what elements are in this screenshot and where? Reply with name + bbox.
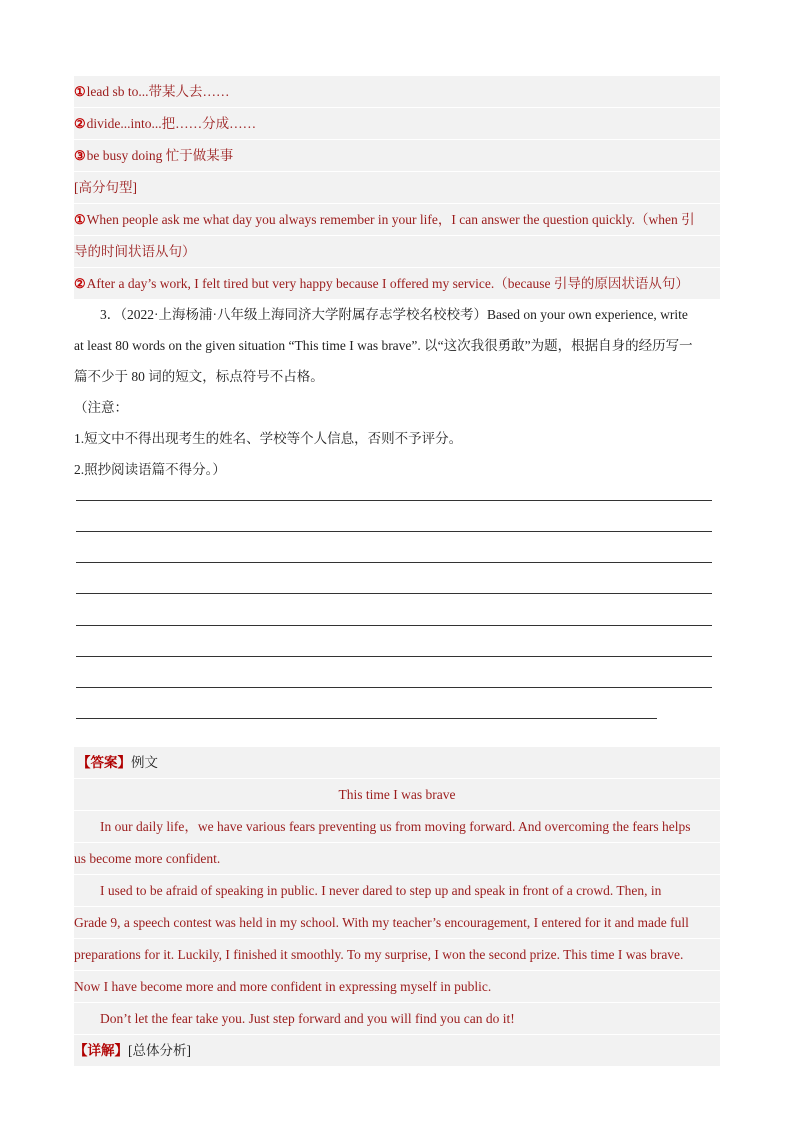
note-1: 1.短文中不得出现考生的姓名、学校等个人信息，否则不予评分。	[74, 431, 463, 446]
essay-line-7: Don’t let the fear take you. Just step forward and you will find you can do it!	[74, 1002, 720, 1034]
writing-line-last	[76, 718, 657, 719]
essay-line-3: I used to be afraid of speaking in public. I never dared to step up and speak in front of a crowd. Then, in	[74, 874, 720, 906]
answer-label-suffix: 例文	[131, 755, 158, 770]
question-line-2: at least 80 words on the given situation “This time I was brave”. 以“这次我很勇敢”为题，根据自身的经历写一	[74, 338, 693, 353]
writing-line	[76, 656, 712, 657]
writing-area[interactable]	[74, 485, 720, 747]
essay-line-4: Grade 9, a speech contest was held in my school. With my teacher’s encouragement, I entered for it and made full	[74, 906, 720, 938]
note-title: （注意：	[74, 400, 128, 415]
sentence-text: When people ask me what day you always remember in your life，I can answer the question quickly.（when 引	[86, 212, 695, 227]
detail-label: 【详解】	[74, 1043, 128, 1058]
circled-number-3: ③	[74, 148, 86, 163]
answer-label: 【答案】	[77, 755, 131, 770]
writing-line	[76, 687, 712, 688]
writing-line	[76, 531, 712, 532]
detail-suffix: [总体分析]	[128, 1043, 191, 1058]
detail-line	[74, 1034, 720, 1066]
sentence-heading: [高分句型]	[74, 171, 720, 203]
question-block	[74, 299, 720, 485]
circled-number-1: ①	[74, 212, 86, 227]
vocab-block	[74, 76, 720, 299]
sentence-1-line-1	[74, 203, 720, 235]
answer-label-line	[74, 747, 720, 778]
vocab-item-2	[74, 107, 720, 139]
essay-line-2: us become more confident.	[74, 842, 720, 874]
answer-block	[74, 747, 720, 1066]
note-2: 2.照抄阅读语篇不得分。）	[74, 462, 226, 477]
vocab-item-text: lead sb to...带某人去……	[86, 84, 230, 99]
sentence-1-line-2: 导的时间状语从句）	[74, 235, 720, 267]
vocab-item-text: be busy doing 忙于做某事	[86, 148, 234, 163]
vocab-item-3	[74, 139, 720, 171]
writing-line	[76, 562, 712, 563]
circled-number-1: ①	[74, 84, 86, 99]
circled-number-2: ②	[74, 116, 86, 131]
circled-number-2: ②	[74, 276, 86, 291]
sentence-text: After a day’s work, I felt tired but very happy because I offered my service.（because 引导的原因状语从句）	[86, 276, 689, 291]
document-page	[74, 76, 720, 1066]
essay-line-6: Now I have become more and more confident in expressing myself in public.	[74, 970, 720, 1002]
writing-line	[76, 593, 712, 594]
vocab-item-1	[74, 76, 720, 107]
vocab-item-text: divide...into...把……分成……	[86, 116, 257, 131]
essay-line-5: preparations for it. Luckily, I finished it smoothly. To my surprise, I won the second prize. This time I was brave.	[74, 938, 720, 970]
writing-line	[76, 500, 712, 501]
question-line-1: 3．（2022·上海杨浦·八年级上海同济大学附属存志学校名校校考）Based on your own experience, write	[100, 307, 688, 322]
sentence-2-line-1	[74, 267, 720, 299]
writing-line	[76, 625, 712, 626]
essay-line-1: In our daily life，we have various fears preventing us from moving forward. And overcoming the fears helps	[74, 810, 720, 842]
essay-title: This time I was brave	[74, 778, 720, 810]
question-line-3: 篇不少于 80 词的短文，标点符号不占格。	[74, 369, 324, 384]
